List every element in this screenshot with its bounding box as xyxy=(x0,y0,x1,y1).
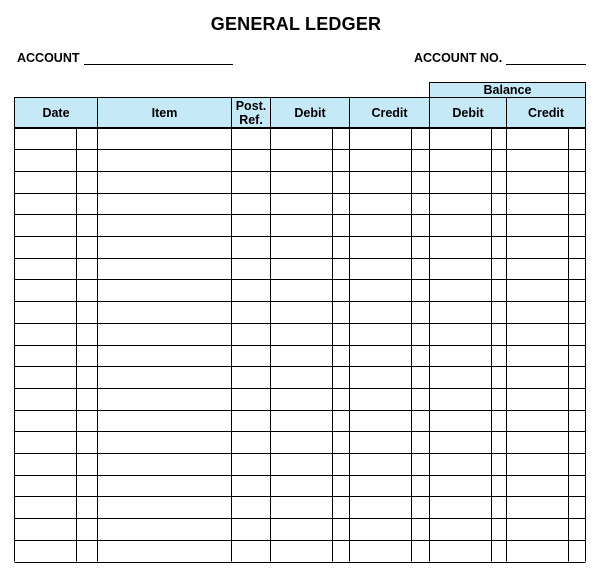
balance-credit-header: Credit xyxy=(506,97,586,128)
balance-debit-header: Debit xyxy=(429,97,507,128)
account-blank-line[interactable] xyxy=(84,51,233,65)
post-ref-line2: Ref. xyxy=(239,112,263,127)
debit-header: Debit xyxy=(270,97,350,128)
item-header: Item xyxy=(97,97,232,128)
credit-header: Credit xyxy=(349,97,430,128)
account-no-blank-line[interactable] xyxy=(506,51,586,65)
post-ref-header xyxy=(231,97,271,128)
date-header: Date xyxy=(14,97,98,128)
post-ref-line1: Post. xyxy=(235,98,267,113)
account-label: ACCOUNT xyxy=(17,51,80,65)
account-field[interactable] xyxy=(17,51,233,65)
ledger-title: GENERAL LEDGER xyxy=(210,14,382,34)
account-no-field[interactable] xyxy=(414,51,586,65)
account-no-label: ACCOUNT NO. xyxy=(414,51,503,65)
balance-header: Balance xyxy=(429,82,586,98)
